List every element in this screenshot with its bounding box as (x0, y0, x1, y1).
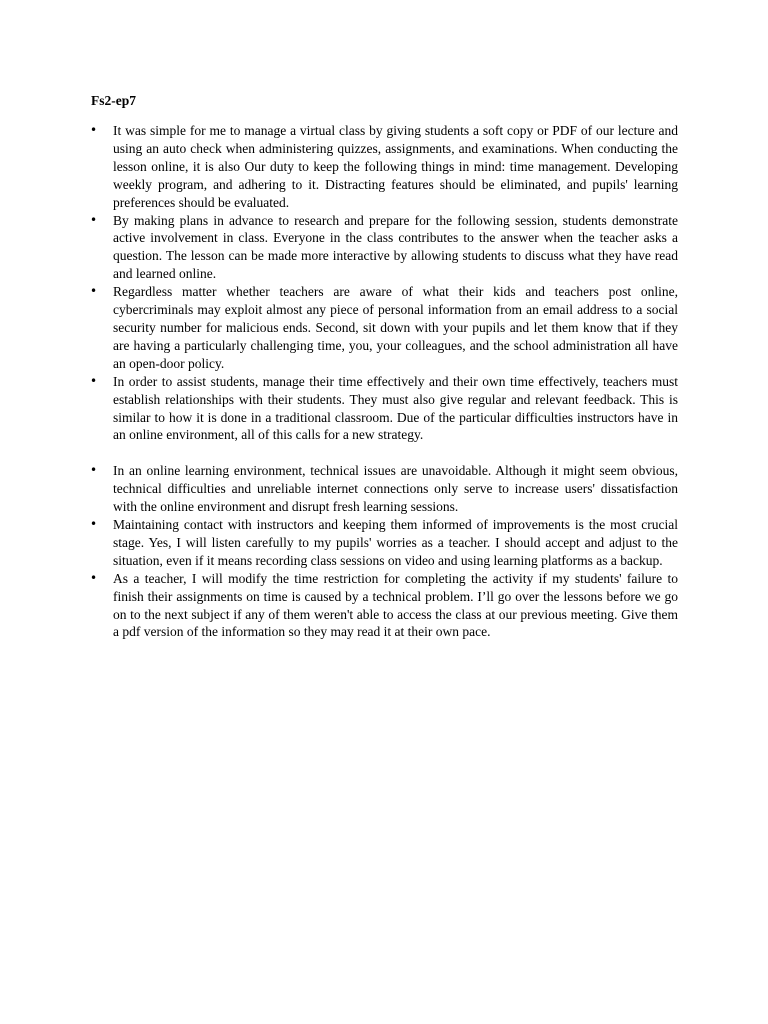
bullet-list (88, 122, 678, 641)
bullet-icon: • (90, 212, 98, 227)
list-item-text: As a teacher, I will modify the time restriction for completing the activity if my students' failure to finish their assignments on time is caused by a technical problem. I’ll go over the lessons before we go on to the next subject if any of them weren't able to access the class at our previous meeting. Give them a pdf version of the information so they may read it at their own pace. (113, 570, 678, 640)
list-item-text: By making plans in advance to research and prepare for the following session, students demonstrate active involvement in class. Everyone in the class contributes to the answer when the teacher asks a question. The lesson can be made more interactive by allowing students to discuss what they have read and learned online. (113, 212, 678, 282)
list-item (88, 516, 678, 570)
list-item-text: Maintaining contact with instructors and keeping them informed of improvements is the most crucial stage. Yes, I will listen carefully to my pupils' worries as a teacher. I should accept and adjust to the situation, even if it means recording class sessions on video and using learning platforms as a backup. (113, 517, 678, 568)
document-title: Fs2-ep7 (91, 93, 136, 108)
bullet-icon: • (90, 373, 98, 388)
list-item-text: In order to assist students, manage their time effectively and their own time effectively, teachers must establish relationships with their students. They must also give regular and relevant feedback. This is similar to how it is done in a traditional classroom. Due of the particular difficulties instructors have in an online environment, all of this calls for a new strategy. (113, 373, 678, 443)
list-item (88, 212, 678, 284)
list-item (88, 462, 678, 516)
bullet-icon: • (90, 284, 98, 299)
list-item (88, 570, 678, 642)
list-item-text: Regardless matter whether teachers are aware of what their kids and teachers post online, cybercriminals may exploit almost any piece of personal information from an email address to a social security number for malicious ends. Second, sit down with your pupils and let them know that if they are having a particularly challenging time, you, your colleagues, and the school administration all have an open-door policy. (113, 284, 678, 371)
list-item (88, 122, 678, 212)
list-item (88, 373, 678, 445)
list-item-text: It was simple for me to manage a virtual class by giving students a soft copy or PDF of our lecture and using an auto check when administering quizzes, assignments, and examinations. When conducting the lesson online, it is also Our duty to keep the following things in mind: time management. Developing weekly program, and adhering to it. Distracting features should be eliminated, and pupils' learning preferences should be evaluated. (113, 123, 678, 210)
list-item (88, 283, 678, 373)
bullet-icon: • (90, 463, 98, 478)
bullet-icon: • (90, 570, 98, 585)
bullet-icon: • (90, 123, 98, 137)
bullet-icon: • (90, 517, 98, 532)
list-item-text: In an online learning environment, technical issues are unavoidable. Although it might seem obvious, technical difficulties and unreliable internet connections only serve to increase users' dissatisfaction with the online environment and disrupt fresh learning sessions. (113, 463, 678, 515)
